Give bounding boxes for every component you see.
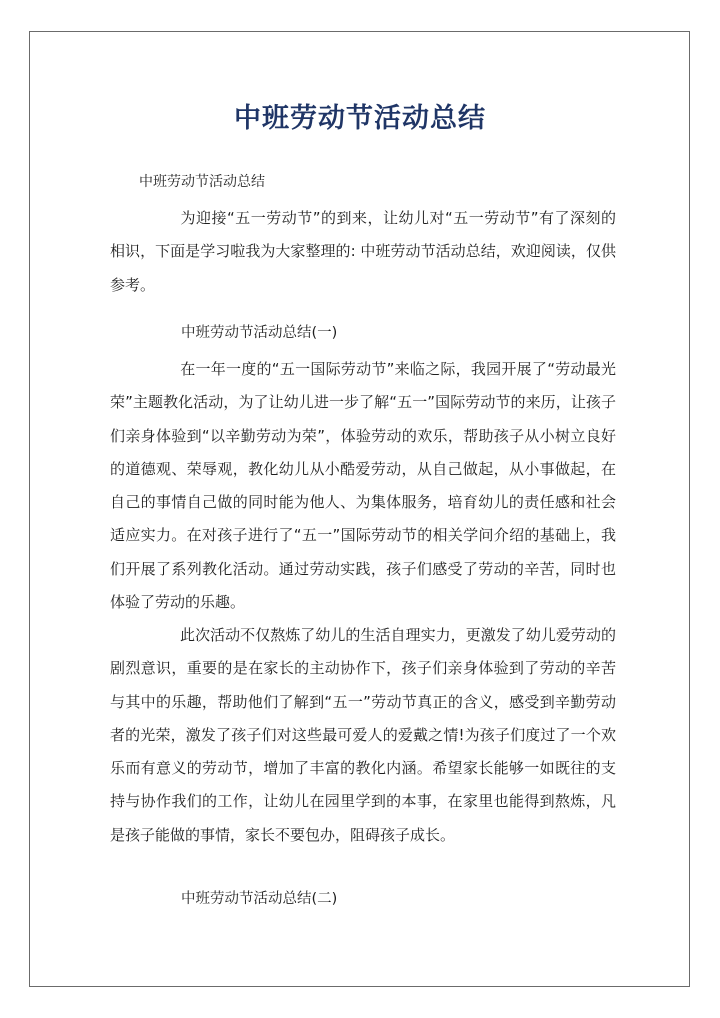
section1-paragraph-1 <box>110 353 616 619</box>
intro-paragraph-text: 为迎接“五一劳动节”的到来，让幼儿对“五一劳动节”有了深刻的相识，下面是学习啦我为大家整理的: 中班劳动节活动总结，欢迎阅读，仅供参考。 <box>110 209 616 294</box>
section1-paragraph-2-text: 此次活动不仅熬炼了幼儿的生活自理实力，更激发了幼儿爱劳动的剧烈意识，重要的是在家长的主动协作下，孩子们亲身体验到了劳动的辛苦与其中的乐趣，帮助他们了解到“五一”劳动节真正的含义，感受到辛勤劳动者的光荣，激发了孩子们对这些最可爱人的爱戴之情!为孩子们度过了一个欢乐而有意义的劳动节，增加了丰富的教化内涵。希望家长能够一如既往的支持与协作我们的工作，让幼儿在园里学到的本事，在家里也能得到熬炼，凡是孩子能做的事情，家长不要包办，阻碍孩子成长。 <box>110 626 616 844</box>
section-heading-2: 中班劳动节活动总结(二) <box>181 891 338 907</box>
section1-paragraph-1-text: 在一年一度的“五一国际劳动节”来临之际，我园开展了“劳动最光荣”主题教化活动，为了让幼儿进一步了解“五一”国际劳动节的来历，让孩子们亲身体验到“以辛勤劳动为荣”，体验劳动的欢乐，帮助孩子从小树立良好的道德观、荣辱观，教化幼儿从小酷爱劳动，从自己做起，从小事做起，在自己的事情自己做的同时能为他人、为集体服务，培育幼儿的责任感和社会适应实力。在对孩子进行了“五一”国际劳动节的相关学问介绍的基础上，我们开展了系列教化活动。通过劳动实践，孩子们感受了劳动的辛苦，同时也体验了劳动的乐趣。 <box>110 360 616 612</box>
section1-paragraph-2 <box>110 619 616 852</box>
intro-paragraph <box>110 202 616 302</box>
document-title: 中班劳动节活动总结 <box>234 103 486 134</box>
intro-label: 中班劳动节活动总结 <box>139 174 265 190</box>
section-heading-1: 中班劳动节活动总结(一) <box>181 325 338 341</box>
